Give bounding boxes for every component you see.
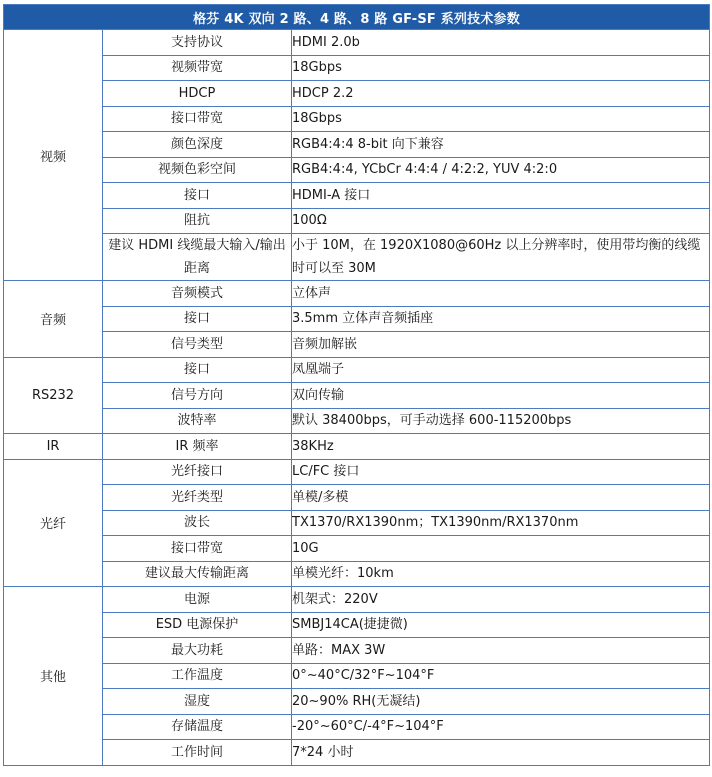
value-cell: 单模/多模 (292, 485, 710, 511)
param-cell: 存储温度 (103, 714, 292, 740)
param-cell: 光纤接口 (103, 459, 292, 485)
param-cell: 阻抗 (103, 208, 292, 234)
table-row (4, 536, 710, 562)
param-cell: 视频带宽 (103, 55, 292, 81)
param-cell: 接口 (103, 306, 292, 332)
table-row (4, 638, 710, 664)
value-cell: 小于 10M，在 1920X1080@60Hz 以上分辨率时，使用带均衡的线缆时可以至 30M (292, 234, 710, 281)
param-cell: 颜色深度 (103, 132, 292, 158)
param-cell: 建议 HDMI 线缆最大输入/输出距离 (103, 234, 292, 281)
table-row (4, 106, 710, 132)
table-row (4, 561, 710, 587)
table-row (4, 132, 710, 158)
table-row (4, 459, 710, 485)
param-cell: 波长 (103, 510, 292, 536)
value-cell: 10G (292, 536, 710, 562)
category-cell: RS232 (4, 357, 103, 434)
value-cell: HDMI 2.0b (292, 30, 710, 56)
table-row (4, 183, 710, 209)
table-row (4, 510, 710, 536)
value-cell: HDCP 2.2 (292, 81, 710, 107)
param-cell: 接口带宽 (103, 106, 292, 132)
value-cell: 18Gbps (292, 106, 710, 132)
value-cell: -20°~60°C/-4°F~104°F (292, 714, 710, 740)
category-cell: 音频 (4, 281, 103, 358)
value-cell: 双向传输 (292, 383, 710, 409)
param-cell: 光纤类型 (103, 485, 292, 511)
category-cell: 光纤 (4, 459, 103, 587)
value-cell: 20~90% RH(无凝结) (292, 689, 710, 715)
param-cell: 视频色彩空间 (103, 157, 292, 183)
param-cell: ESD 电源保护 (103, 612, 292, 638)
table-row (4, 30, 710, 56)
table-row (4, 234, 710, 281)
value-cell: 100Ω (292, 208, 710, 234)
param-cell: 电源 (103, 587, 292, 613)
value-cell: 立体声 (292, 281, 710, 307)
table-row (4, 434, 710, 460)
value-cell: 默认 38400bps，可手动选择 600-115200bps (292, 408, 710, 434)
value-cell: RGB4:4:4, YCbCr 4:4:4 / 4:2:2, YUV 4:2:0 (292, 157, 710, 183)
value-cell: 单模光纤：10km (292, 561, 710, 587)
table-row (4, 408, 710, 434)
param-cell: IR 频率 (103, 434, 292, 460)
table-title: 格芬 4K 双向 2 路、4 路、8 路 GF-SF 系列技术参数 (4, 5, 710, 30)
param-cell: 最大功耗 (103, 638, 292, 664)
param-cell: 工作温度 (103, 663, 292, 689)
value-cell: TX1370/RX1390nm；TX1390nm/RX1370nm (292, 510, 710, 536)
value-cell: 凤凰端子 (292, 357, 710, 383)
category-cell: 视频 (4, 30, 103, 281)
table-row (4, 663, 710, 689)
param-cell: 建议最大传输距离 (103, 561, 292, 587)
table-row (4, 81, 710, 107)
param-cell: 波特率 (103, 408, 292, 434)
spec-table (3, 4, 710, 766)
param-cell: 湿度 (103, 689, 292, 715)
value-cell: 7*24 小时 (292, 740, 710, 766)
table-row (4, 55, 710, 81)
value-cell: 0°~40°C/32°F~104°F (292, 663, 710, 689)
table-row (4, 208, 710, 234)
value-cell: 38KHz (292, 434, 710, 460)
param-cell: 信号类型 (103, 332, 292, 358)
table-row (4, 740, 710, 766)
table-row (4, 332, 710, 358)
table-row (4, 689, 710, 715)
param-cell: 接口带宽 (103, 536, 292, 562)
param-cell: 接口 (103, 357, 292, 383)
value-cell: LC/FC 接口 (292, 459, 710, 485)
param-cell: HDCP (103, 81, 292, 107)
category-cell: IR (4, 434, 103, 460)
param-cell: 支持协议 (103, 30, 292, 56)
param-cell: 信号方向 (103, 383, 292, 409)
value-cell: SMBJ14CA(捷捷微) (292, 612, 710, 638)
table-row (4, 157, 710, 183)
value-cell: 音频加解嵌 (292, 332, 710, 358)
category-cell: 其他 (4, 587, 103, 766)
table-row (4, 714, 710, 740)
table-row (4, 383, 710, 409)
param-cell: 音频模式 (103, 281, 292, 307)
value-cell: 3.5mm 立体声音频插座 (292, 306, 710, 332)
spec-body (4, 30, 710, 766)
table-row (4, 612, 710, 638)
param-cell: 接口 (103, 183, 292, 209)
table-row (4, 281, 710, 307)
param-cell: 工作时间 (103, 740, 292, 766)
table-row (4, 357, 710, 383)
value-cell: 单路：MAX 3W (292, 638, 710, 664)
value-cell: 18Gbps (292, 55, 710, 81)
table-row (4, 306, 710, 332)
value-cell: HDMI-A 接口 (292, 183, 710, 209)
value-cell: 机架式：220V (292, 587, 710, 613)
table-row (4, 485, 710, 511)
table-row (4, 587, 710, 613)
value-cell: RGB4:4:4 8-bit 向下兼容 (292, 132, 710, 158)
